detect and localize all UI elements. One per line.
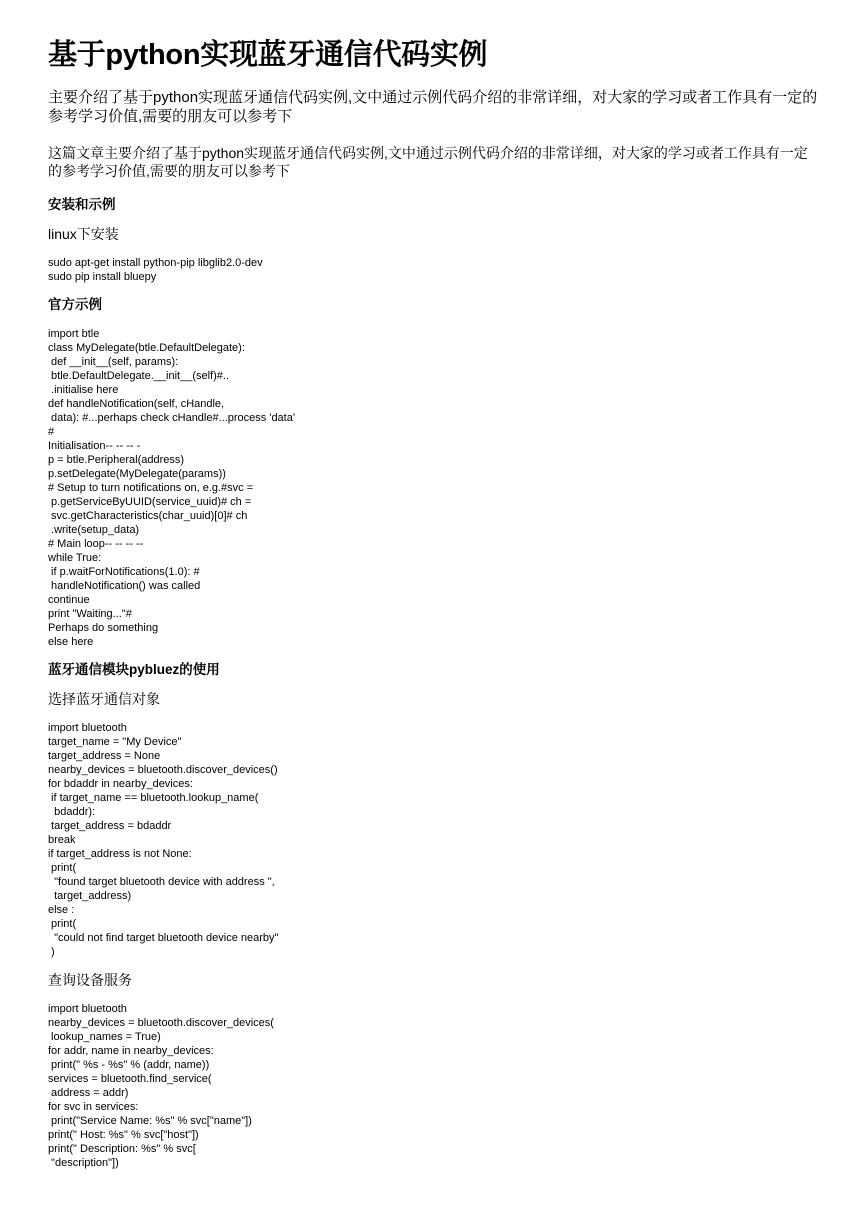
section-heading-official-example: 官方示例 (48, 297, 102, 312)
section-pybluez (48, 661, 820, 1170)
article-summary: 主要介绍了基于python实现蓝牙通信代码实例,文中通过示例代码介绍的非常详细，对大家的学习或者工作具有一定的参考学习价值,需要的朋友可以参考下 (48, 89, 818, 125)
section-install (48, 196, 820, 284)
code-block-install: sudo apt-get install python-pip libglib2.0-dev sudo pip install bluepy (48, 257, 263, 283)
section-official-example (48, 296, 820, 649)
subheading-select-device: 选择蓝牙通信对象 (48, 691, 160, 707)
code-block-select-device: import bluetooth target_name = "My Device" target_address = None nearby_devices = bluetooth.discover_devices() for bdaddr in nearby_devices: if target_name == bluetooth.lookup_name( bdaddr): target_address = bdaddr break if target_address is not None: print( "found target bluetooth device with address ", target_address) else : print( "could not find target bluetooth device nearby" ) (48, 722, 279, 958)
code-block-official-example: import btle class MyDelegate(btle.DefaultDelegate): def __init__(self, params): btle.DefaultDelegate.__init__(self)#.. .initialise here def handleNotification(self, cHandle, data): #...perhaps check cHandle#...process 'data' # Initialisation-- -- -- - p = btle.Peripheral(address) p.setDelegate(MyDelegate(params)) # Setup to turn notifications on, e.g.#svc = p.getServiceByUUID(service_uuid)# ch = svc.getCharacteristics(char_uuid)[0]# ch .write(setup_data) # Main loop-- -- -- -- while True: if p.waitForNotifications(1.0): # handleNotification() was called continue print "Waiting..."# Perhaps do something else here (48, 328, 295, 648)
section-heading-install: 安装和示例 (48, 197, 116, 212)
article-intro: 这篇文章主要介绍了基于python实现蓝牙通信代码实例,文中通过示例代码介绍的非常详细，对大家的学习或者工作具有一定的参考学习价值,需要的朋友可以参考下 (48, 145, 808, 179)
code-block-query-services: import bluetooth nearby_devices = bluetooth.discover_devices( lookup_names = True) for addr, name in nearby_devices: print(" %s - %s" % (addr, name)) services = bluetooth.find_service( address = addr) for svc in services: print("Service Name: %s" % svc["name"]) print(" Host: %s" % svc["host"]) print(" Description: %s" % svc[ "description"]) (48, 1003, 274, 1169)
section-heading-pybluez: 蓝牙通信模块pybluez的使用 (48, 662, 220, 677)
subheading-query-services: 查询设备服务 (48, 972, 132, 988)
article-title: 基于python实现蓝牙通信代码实例 (48, 39, 488, 71)
subheading-linux-install: linux下安装 (48, 226, 119, 242)
